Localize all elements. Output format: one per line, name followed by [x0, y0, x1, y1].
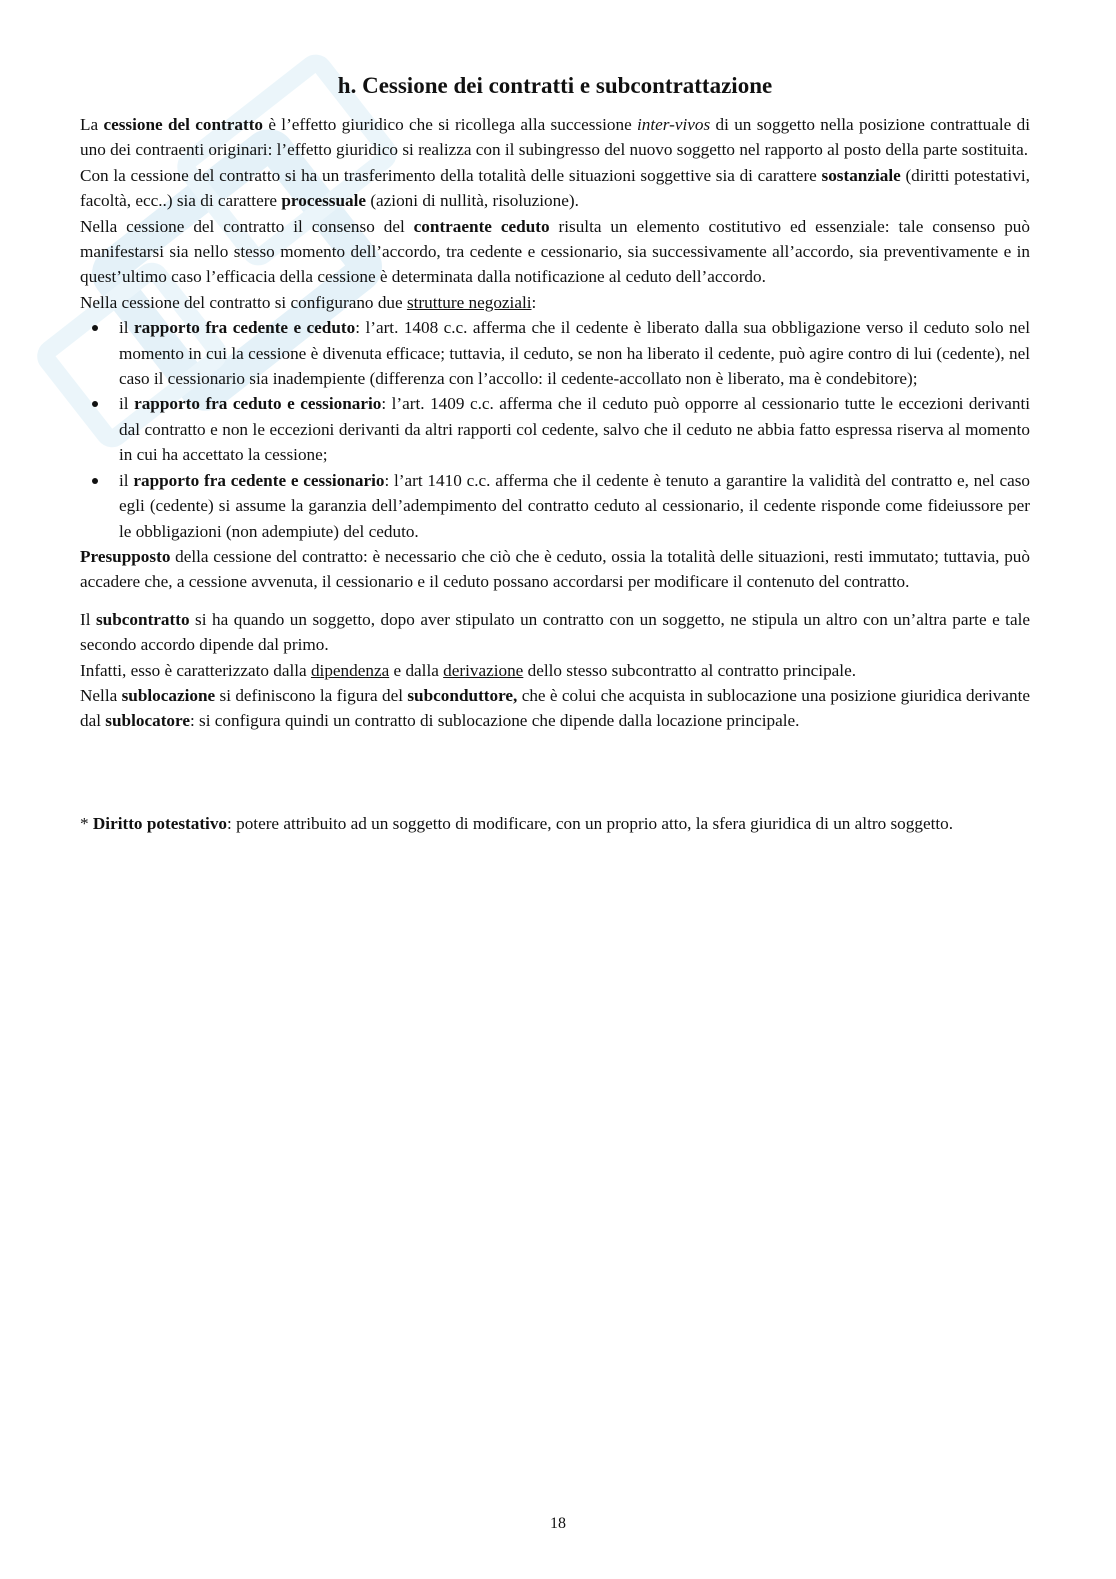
text: * [80, 813, 93, 833]
paragraph-presupposto [80, 544, 1030, 595]
list-item [80, 391, 1030, 467]
term-rapporto: rapporto fra ceduto e cessionario [134, 394, 382, 414]
bullet-list-rapporti [80, 315, 1030, 544]
text: : potere attribuito ad un soggetto di modificare, con un proprio atto, la sfera giuridica di un altro soggetto. [227, 813, 954, 833]
text: Nella cessione del contratto il consenso del [80, 216, 414, 236]
bullet-icon [92, 478, 98, 484]
text: il [119, 394, 135, 414]
text: : l’art. 1408 c.c. afferma che il cedente è liberato dalla sua obbligazione verso il ceduto solo nel momento in cui la cessione è divenuta efficace; tuttavia, il ceduto, se non ha liberato il cedente, può agire contro di lui (cedente), nel caso il cessionario sia inadempiente (differenza con l’accollo: il cedente-accollato non è liberato, ma è condebitore); [119, 318, 1030, 389]
text: (azioni di nullità, risoluzione). [366, 191, 579, 211]
text: della cessione del contratto: è necessario che ciò che è ceduto, ossia la totalità delle situazioni, resti immutato; tuttavia, può accadere che, a cessione avvenuta, il cessionario e il ceduto possano accordarsi per modificare il contenuto del contratto. [80, 546, 1030, 592]
bullet-icon [92, 401, 98, 407]
term-subcontratto: subcontratto [95, 609, 190, 629]
term-sublocatore: sublocatore [105, 711, 190, 731]
text: Con la cessione del contratto si ha un trasferimento della totalità delle situazioni soggettive sia di carattere [80, 165, 822, 185]
text: risulta un elemento costitutivo ed essenziale: tale consenso può manifestarsi sia nello stesso momento dell’accordo, tra cedente e cessionario, sia successivamente all’accordo, sia preventivamente e in quest’ultimo caso l’efficacia della cessione è determinata dalla notificazione al ceduto dell’accordo. [80, 216, 1030, 287]
term-rapporto: rapporto fra cedente e cessionario [133, 470, 385, 490]
term-strutture-negoziali: strutture negoziali [406, 292, 532, 312]
text: : l’art 1410 c.c. afferma che il cedente è tenuto a garantire la validità del contratto e, nel caso egli (cedente) si assume la garanzia dell’adempimento del contratto ceduto al cessionario, il cedente risponde come fideiussore per le obbligazioni (non adempiute) del ceduto. [119, 470, 1030, 541]
text: Nella [80, 685, 122, 705]
text: : l’art. 1409 c.c. afferma che il ceduto può opporre al cessionario tutte le eccezioni derivanti dal contratto e non le eccezioni derivanti da altri rapporti col cedente, salvo che il ceduto ne abbia fatto espressa riserva al momento in cui ha accettato la cessione; [119, 394, 1030, 465]
term-subconduttore: subconduttore, [407, 685, 518, 705]
term-processuale: processuale [281, 191, 367, 211]
paragraph-subcontratto [80, 607, 1030, 658]
text: di un soggetto nella posizione contrattuale di uno dei contraenti originari: l’effetto giuridico si realizza con il subingresso del nuovo soggetto nel rapporto al posto della parte sostituita. [80, 115, 1030, 160]
footnote-diritto-potestativo [80, 811, 1030, 836]
paragraph-strutture [80, 290, 1030, 315]
text: (diritti potestativi, facoltà, ecc..) sia di carattere [80, 165, 1030, 211]
term-inter-vivos: inter-vivos [637, 115, 711, 134]
paragraph-sublocazione [80, 683, 1030, 734]
term-contraente-ceduto: contraente ceduto [413, 216, 550, 236]
paragraph-consenso [80, 214, 1030, 290]
text: si ha quando un soggetto, dopo aver stipulato un contratto con un soggetto, ne stipula un altro con un’altra parte e tale secondo accordo dipende dal primo. [80, 609, 1030, 655]
term-derivazione: derivazione [443, 660, 524, 680]
paragraph-cessione-definizione [80, 112, 1030, 163]
page-title: h. Cessione dei contratti e subcontrattazione [337, 73, 773, 98]
text: : [531, 292, 537, 312]
term-diritto-potestativo: Diritto potestativo [92, 813, 228, 833]
term-presupposto: Presupposto [80, 546, 171, 566]
list-item [80, 468, 1030, 544]
text: Infatti, esso è caratterizzato dalla [80, 660, 311, 680]
paragraph-trasferimento [80, 163, 1030, 214]
term-sublocazione: sublocazione [121, 685, 216, 705]
term-cessione-del-contratto: cessione del contratto [103, 115, 264, 134]
text: Nella cessione del contratto si configurano due [80, 292, 407, 312]
text: : si configura quindi un contratto di sublocazione che dipende dalla locazione principale. [189, 711, 800, 731]
paragraph-dipendenza [80, 658, 1030, 683]
spacer [80, 734, 1030, 811]
spacer [80, 595, 1030, 607]
page-number: 18 [550, 1515, 566, 1532]
term-dipendenza: dipendenza [310, 660, 390, 680]
document-page [80, 72, 1030, 836]
text: e dalla [389, 660, 444, 680]
text: La [80, 115, 104, 134]
text: dello stesso subcontratto al contratto principale. [523, 660, 856, 680]
text: Il [80, 609, 96, 629]
bullet-icon [92, 325, 98, 331]
term-rapporto: rapporto fra cedente e ceduto [134, 318, 356, 338]
text: si definiscono la figura del [215, 685, 408, 705]
text: è l’effetto giuridico che si ricollega alla successione [263, 115, 638, 134]
text: il [119, 318, 134, 338]
text: che è colui che acquista in sublocazione una posizione giuridica derivante dal [80, 685, 1030, 731]
list-item [80, 315, 1030, 391]
text: il [119, 470, 134, 490]
term-sostanziale: sostanziale [821, 165, 901, 185]
